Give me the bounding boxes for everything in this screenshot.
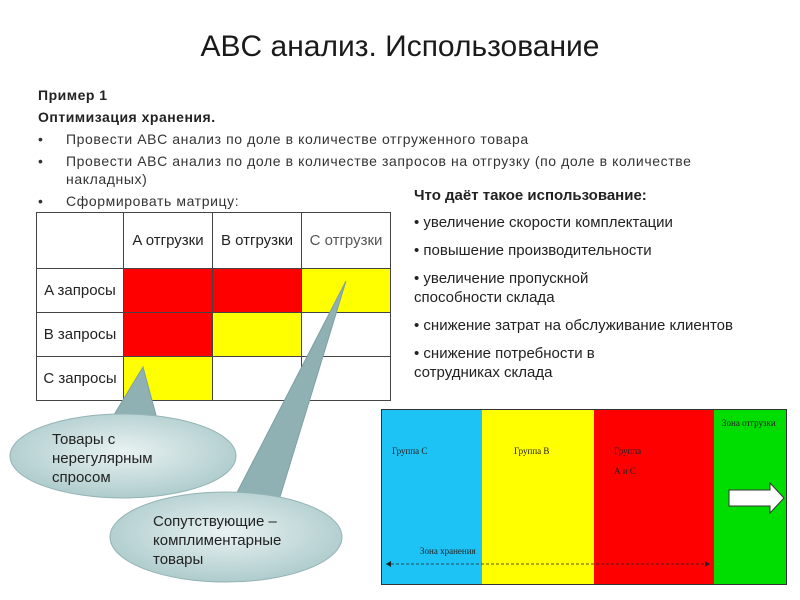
- label-group-b: Группа В: [514, 446, 550, 456]
- label-group-c: Группа С: [392, 446, 428, 456]
- callout-pointer-complementary: [228, 281, 346, 510]
- label-group-a-sub: А и С: [614, 466, 636, 476]
- callout-text-complementary: Сопутствующие – комплиментарные товары: [153, 513, 282, 568]
- example-label: Пример 1: [38, 87, 108, 103]
- list-item: • снижение затрат на обслуживание клиентов: [414, 317, 733, 334]
- arrow-right-head: [705, 561, 710, 567]
- list-item: • Провести ABC анализ по доле в количестве отгруженного товара: [38, 130, 738, 148]
- shipping-arrow-icon: [729, 483, 784, 513]
- benefits-heading: Что даёт такое использование:: [414, 187, 647, 204]
- warehouse-zones: [381, 409, 787, 585]
- list-item: • Провести ABC анализ по доле в количестве запросов на отгрузку (по доле в количестве накладных): [38, 152, 716, 188]
- label-storage: Зона хранения: [420, 546, 476, 556]
- subtitle: Оптимизация хранения.: [38, 109, 216, 125]
- arrow-left-head: [386, 561, 391, 567]
- row-header-c: C запросы: [37, 357, 124, 401]
- col-header-a: A отгрузки: [124, 213, 213, 269]
- label-shipping: Зона отгрузки: [722, 418, 776, 428]
- list-item: • Сформировать матрицу:: [38, 192, 738, 210]
- list-item: • увеличение пропускной способности склада: [414, 270, 589, 306]
- row-header-a: A запросы: [37, 269, 124, 313]
- list-item: • снижение потребности в сотрудниках склада: [414, 345, 595, 381]
- zone-overlay: [382, 410, 786, 584]
- col-header-b: B отгрузки: [213, 213, 302, 269]
- label-group-a: Группа: [614, 446, 642, 456]
- list-item: • увеличение скорости комплектации: [414, 214, 673, 231]
- col-header-c: C отгрузки: [302, 213, 391, 269]
- page-title: ABC анализ. Использование: [200, 30, 600, 63]
- callout-text-irregular: Товары с нерегулярным спросом: [52, 431, 153, 486]
- list-item: • повышение производительности: [414, 242, 652, 259]
- row-header-b: B запросы: [37, 313, 124, 357]
